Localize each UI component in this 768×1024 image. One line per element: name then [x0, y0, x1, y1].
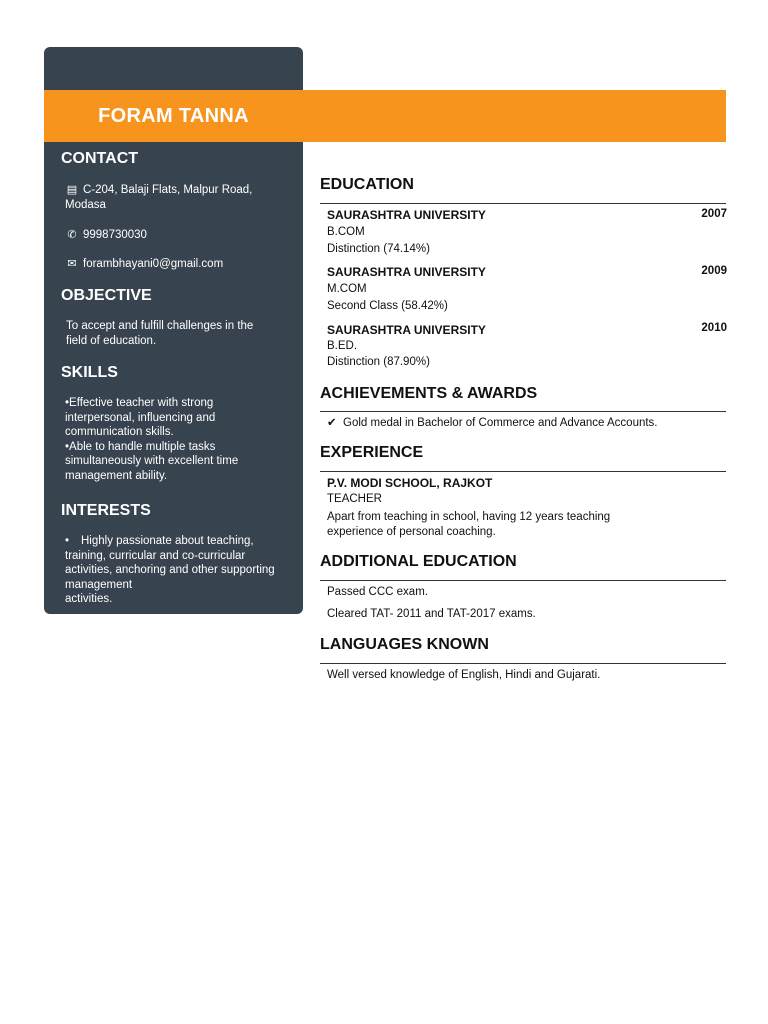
interest-line: activities. [65, 593, 113, 605]
skill-line: Effective teacher with strong [69, 397, 214, 409]
contact-address [65, 183, 297, 212]
objective-heading: OBJECTIVE [61, 287, 152, 304]
divider [320, 663, 726, 664]
education-degree: B.ED. [327, 340, 358, 352]
achievement-text: Gold medal in Bachelor of Commerce and Advance Accounts. [343, 417, 658, 429]
education-result: Second Class (58.42%) [327, 300, 448, 312]
list-item: •Able to handle multiple tasks simultaneously with excellent time management ability. [65, 440, 239, 482]
education-degree: B.COM [327, 226, 365, 238]
objective-line: field of education. [66, 334, 157, 347]
education-result: Distinction (74.14%) [327, 243, 430, 255]
experience-heading: EXPERIENCE [320, 444, 424, 461]
education-year: 2007 [701, 208, 727, 220]
contact-email [65, 257, 223, 272]
achievements-heading: ACHIEVEMENTS & AWARDS [320, 385, 538, 402]
languages-heading: LANGUAGES KNOWN [320, 636, 489, 653]
divider [320, 411, 726, 412]
contact-phone [65, 228, 147, 243]
email-text: forambhayani0@gmail.com [83, 258, 224, 270]
objective-text [66, 319, 296, 348]
address-card-icon: ▤ [66, 184, 78, 196]
interest-line: activities, anchoring and other supporting [65, 564, 275, 576]
interest-line: Highly passionate about teaching, [81, 535, 254, 547]
education-result: Distinction (87.90%) [327, 356, 430, 368]
achievement-item [327, 416, 658, 431]
experience-description [327, 510, 657, 540]
education-year: 2010 [701, 322, 727, 334]
experience-employer: P.V. MODI SCHOOL, RAJKOT [327, 476, 493, 490]
additional-education-heading: ADDITIONAL EDUCATION [320, 553, 517, 570]
skill-line: interpersonal, influencing and [65, 411, 216, 424]
envelope-icon: ✉ [67, 258, 77, 270]
interests-text: • Highly passionate about teaching, training, curricular and co-curricular activities, anchoring and other supporting management activities. [65, 535, 275, 605]
education-degree: M.COM [327, 283, 367, 295]
interests-heading: INTERESTS [61, 502, 151, 519]
check-icon: ✔ [327, 417, 337, 429]
divider [320, 580, 726, 581]
divider [320, 471, 726, 472]
experience-line: experience of personal coaching. [327, 526, 496, 538]
skill-line: communication skills. [65, 426, 174, 438]
education-institution: SAURASHTRA UNIVERSITY [327, 265, 486, 279]
objective-line: To accept and fulfill challenges in the [66, 320, 254, 332]
divider [320, 203, 726, 204]
experience-line: Apart from teaching in school, having 12 years teaching [327, 511, 611, 523]
education-institution: SAURASHTRA UNIVERSITY [327, 323, 486, 337]
list-item: •Effective teacher with strong interpersonal, influencing and communication skills. [65, 397, 216, 438]
candidate-name: FORAM TANNA [44, 90, 303, 142]
phone-text: 9998730030 [83, 229, 147, 241]
experience-role: TEACHER [327, 493, 382, 505]
education-year: 2009 [701, 265, 727, 277]
address-text: C-204, Balaji Flats, Malpur Road, [83, 184, 253, 196]
education-heading: EDUCATION [320, 176, 414, 193]
languages-item: Well versed knowledge of English, Hindi and Gujarati. [327, 669, 601, 681]
education-institution: SAURASHTRA UNIVERSITY [327, 208, 486, 222]
contact-heading: CONTACT [61, 150, 139, 167]
additional-education-item: Passed CCC exam. [327, 586, 428, 598]
address-text-line2: Modasa [65, 198, 106, 211]
additional-education-item: Cleared TAT- 2011 and TAT-2017 exams. [327, 608, 536, 620]
skill-line: simultaneously with excellent time [65, 455, 239, 467]
skills-list [65, 396, 297, 483]
skills-heading: SKILLS [61, 364, 118, 381]
skill-line: management ability. [65, 469, 168, 482]
skill-line: Able to handle multiple tasks [69, 440, 216, 453]
interest-line: training, curricular and co-curricular [65, 549, 246, 562]
interest-line: management [65, 578, 133, 591]
phone-icon: ✆ [67, 229, 77, 241]
